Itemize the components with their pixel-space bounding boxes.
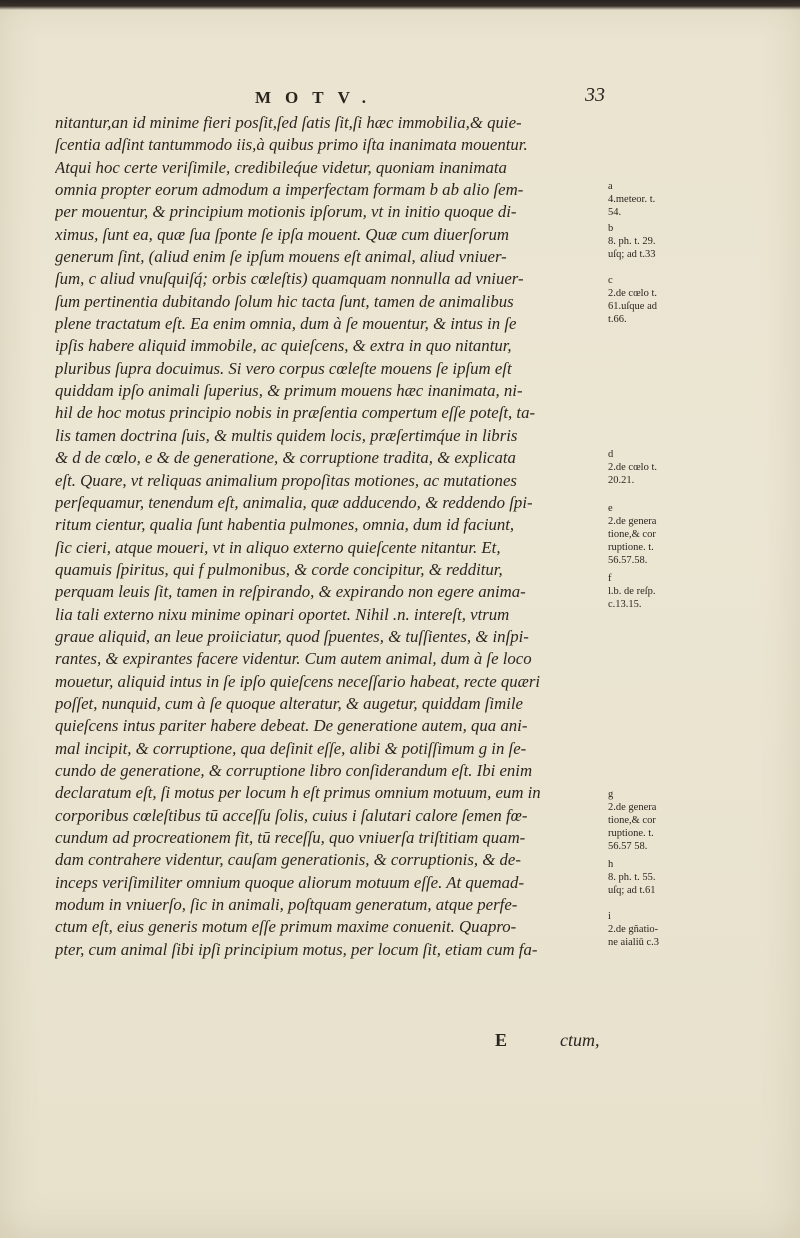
text-line: perſequamur, tenendum eſt, animalia, quæ adducendo, & reddendo ſpi- — [55, 492, 533, 512]
page-top-edge — [0, 0, 800, 10]
text-line: quamuis ſpiritus, qui f pulmonibus, & corde concipitur, & redditur, — [55, 559, 503, 579]
page-header — [60, 84, 605, 114]
text-line: Atqui hoc certe veriſimile, credibileq́ue videtur, quoniam inanimata — [55, 157, 507, 177]
text-line: per mouentur, & principium motionis ipſorum, vt in initio quoque di- — [55, 202, 517, 222]
margin-note-g: g 2.de genera tione,& cor ruptione. t. 56.57 58. — [608, 789, 657, 852]
text-line: ſum, c aliud vnuſquiſq́; orbis cœleſtis) quamquam nonnulla ad vniuer- — [55, 269, 524, 289]
text-line: ctum eſt, eius generis motum eſſe primum maxime conuenit. Quapro- — [55, 917, 517, 937]
text-line: hil de hoc motus principio nobis in præſentia compertum eſſe poteſt, ta- — [55, 403, 536, 423]
text-line: pluribus ſupra docuimus. Si vero corpus cœleſte mouens ſe ipſum eſt — [55, 358, 512, 378]
page-number: 33 — [585, 84, 605, 106]
margin-note-c: c 2.de cœlo t. 61.uſque ad t.66. — [608, 275, 657, 325]
text-line: ſcentia adſint tantummodo iis,à quibus primo iſta inanimata mouentur. — [55, 135, 528, 155]
text-line: nitantur,an id minime fieri posſit,ſed ſatis ſit,ſi hæc immobilia,& quie- — [55, 113, 522, 132]
text-line: poſſet, nunquid, cum à ſe quoque alteratur, & augetur, quiddam ſimile — [55, 693, 523, 713]
text-line: corporibus cœleſtibus tū acceſſu ſolis, cuius i ſalutari calore ſemen fœ- — [55, 805, 528, 825]
text-line: perquam leuis ſit, tamen in reſpirando, & expirando non egere anima- — [55, 582, 526, 602]
text-line: ritum cientur, qualia ſunt habentia pulmones, omnia, dum id faciunt, — [55, 515, 515, 535]
margin-note-b: b 8. ph. t. 29. uſq; ad t.33 — [608, 223, 656, 260]
text-line: eſt. Quare, vt reliquas animalium propoſitas motiones, ac mutationes — [55, 470, 517, 490]
margin-note-e: e 2.de genera tione,& cor ruptione. t. 56.57.58. — [608, 503, 657, 566]
text-line: cundum ad procreationem fit, tū receſſu, quo vniuerſa triſtitiam quam- — [55, 828, 526, 847]
text-line: quiddam ipſo animali ſuperius, & primum mouens hæc inanimata, ni- — [55, 381, 523, 401]
margin-note-a: a 4.meteor. t. 54. — [608, 181, 656, 218]
body-text — [55, 112, 605, 961]
catchword: ctum, — [560, 1030, 600, 1050]
text-line: inceps veriſimiliter omnium quoque aliorum motuum eſſe. At quemad- — [55, 872, 525, 892]
text-line: rantes, & expirantes facere videntur. Cum autem animal, dum à ſe loco — [55, 649, 532, 669]
running-title: MOTV. — [255, 88, 380, 107]
margin-note-d: d 2.de cœlo t. 20.21. — [608, 449, 657, 486]
signature-mark: E — [495, 1030, 508, 1050]
text-line: mouetur, aliquid intus in ſe ipſo quieſcens neceſſario habeat, recte quæri — [55, 671, 541, 691]
text-line: dam contrahere videntur, cauſam generationis, & corruptionis, & de- — [55, 850, 521, 870]
text-line: ximus, ſunt ea, quæ ſua ſponte ſe ipſa mouent. Quæ cum diuerſorum — [55, 224, 509, 244]
text-line: & d de cœlo, e & de generatione, & corruptione tradita, & explicata — [55, 448, 516, 468]
text-line: lia tali externo nixu minime opinari oportet. Nihil .n. intereſt, vtrum — [55, 604, 510, 624]
text-line: cundo de generatione, & corruptione libro conſiderandum eſt. Ibi enim — [55, 760, 533, 780]
margin-note-f: f l.b. de reſp. c.13.15. — [608, 573, 656, 610]
text-line: ſum pertinentia dubitando ſolum hic tacta ſunt, tamen de animalibus — [55, 291, 514, 311]
text-line: omnia propter eorum admodum a imperfectam formam b ab alio ſem- — [55, 180, 524, 200]
text-line: generum ſint, (aliud enim ſe ipſum mouens eſt animal, aliud vniuer- — [55, 247, 507, 267]
margin-note-h: h 8. ph. t. 55. uſq; ad t.61 — [608, 859, 656, 896]
text-line: modum in vniuerſo, ſic in animali, poſtquam generatum, atque perfe- — [55, 895, 518, 915]
text-line: quieſcens intus pariter habere debeat. De generatione autem, qua ani- — [55, 716, 528, 736]
text-line: lis tamen doctrina ſuis, & multis quidem locis, præſertimq́ue in libris — [55, 425, 518, 445]
text-line: ipſis habere aliquid immobile, ac quieſcens, & extra in quo nitantur, — [55, 336, 512, 356]
text-line: ſic cieri, atque moueri, vt in aliquo externo quieſcente nitantur. Et, — [55, 537, 501, 557]
text-line: graue aliquid, an leue proiiciatur, quod ſpuentes, & tuſſientes, & inſpi- — [55, 626, 529, 646]
text-line: mal incipit, & corruptione, qua deſinit eſſe, alibi & potiſſimum g in ſe- — [55, 738, 527, 758]
text-line: plene tractatum eſt. Ea enim omnia, dum à ſe mouentur, & intus in ſe — [55, 314, 517, 334]
text-line: pter, cum animal ſibi ipſi principium motus, per locum ſit, etiam cum fa- — [55, 939, 538, 959]
text-line: declaratum eſt, ſi motus per locum h eſt primus omnium motuum, eum in — [55, 783, 541, 803]
margin-note-i: i 2.de gñatio- ne aialiū c.3 — [608, 911, 660, 948]
